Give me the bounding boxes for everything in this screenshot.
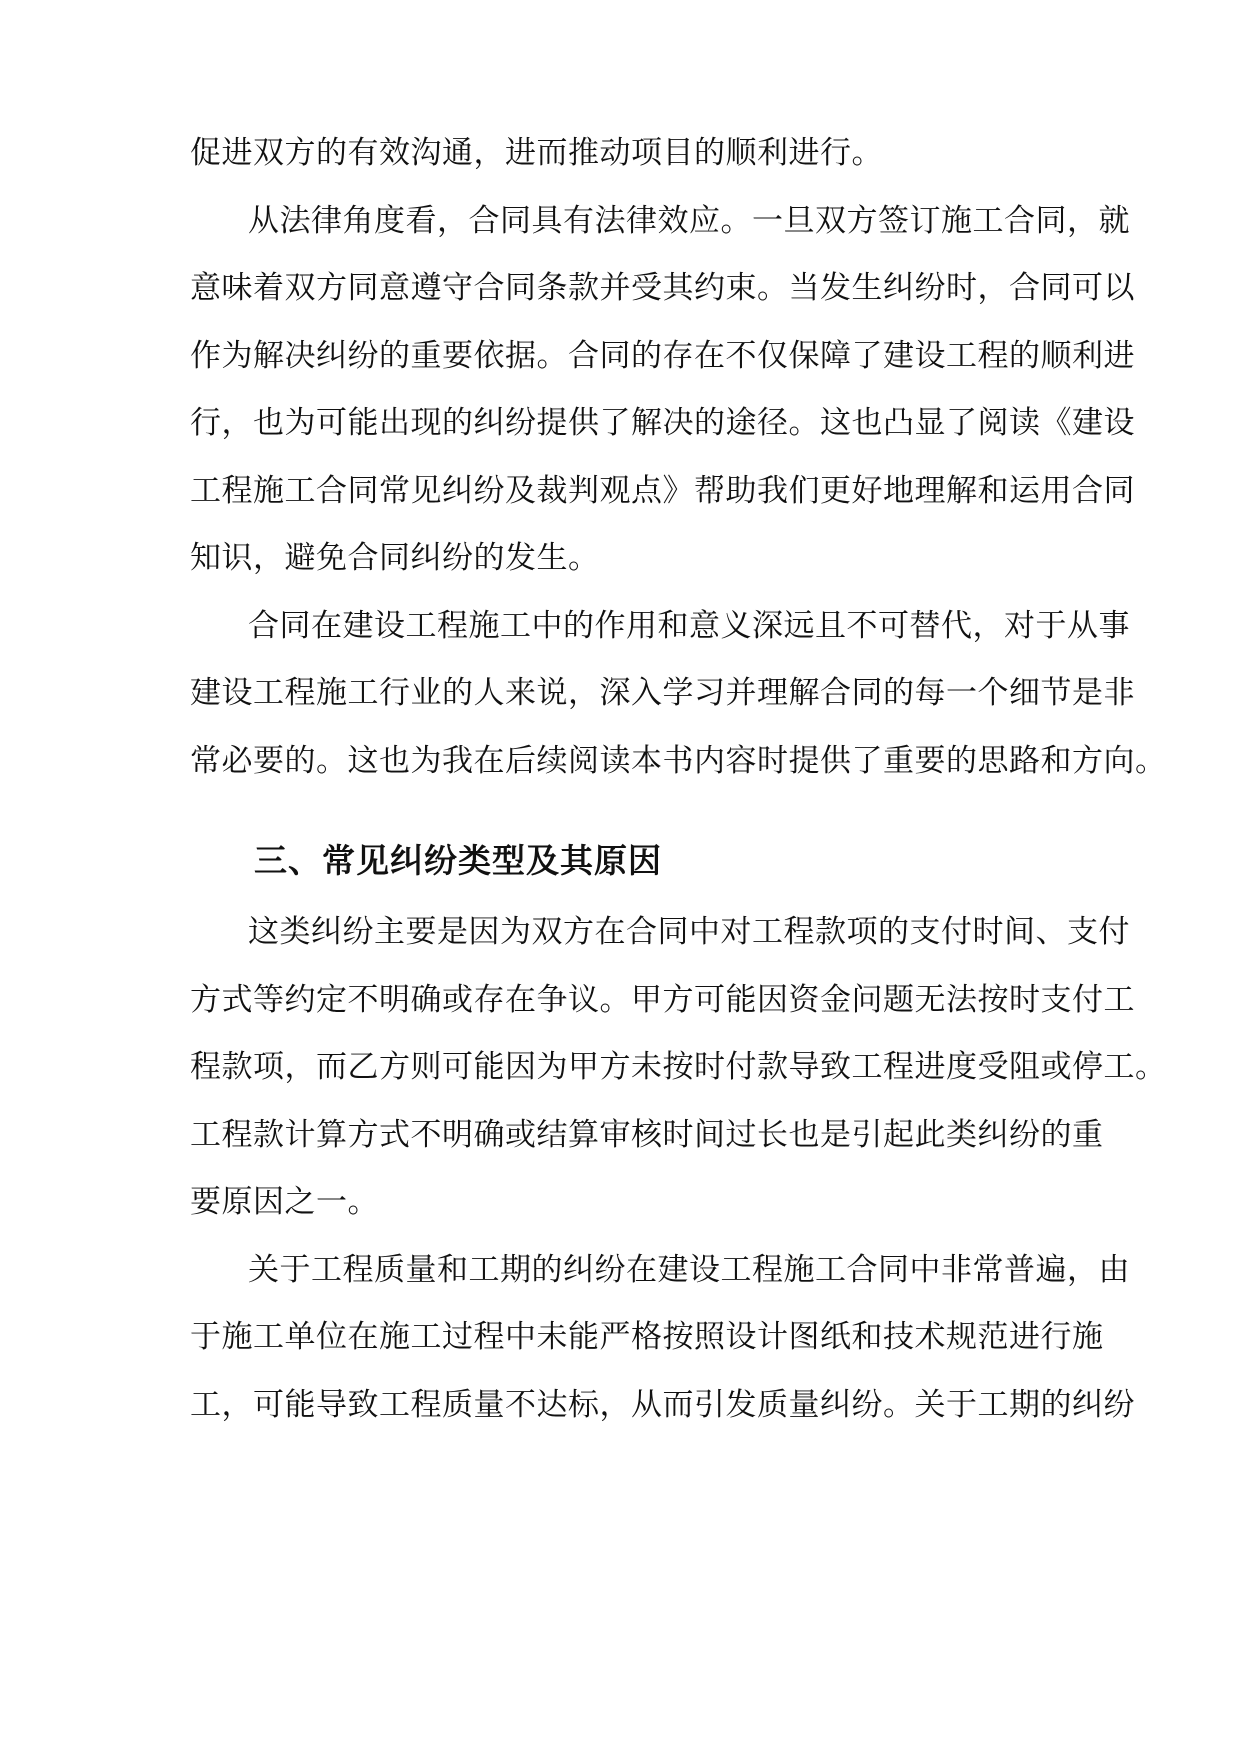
paragraph-2-line-1: 从法律角度看，合同具有法律效应。一旦双方签订施工合同，就 <box>248 203 1130 239</box>
paragraph-2-line-4: 行，也为可能出现的纠纷提供了解决的途径。这也凸显了阅读《建设 <box>190 405 1135 441</box>
paragraph-3-line-1: 合同在建设工程施工中的作用和意义深远且不可替代，对于从事 <box>248 608 1130 644</box>
paragraph-5-line-3: 工，可能导致工程质量不达标，从而引发质量纠纷。关于工期的纠纷 <box>190 1387 1135 1423</box>
paragraph-2-line-6: 知识，避免合同纠纷的发生。 <box>190 540 600 576</box>
paragraph-4-line-4: 工程款计算方式不明确或结算审核时间过长也是引起此类纠纷的重 <box>190 1117 1104 1153</box>
paragraph-2-line-5: 工程施工合同常见纠纷及裁判观点》帮助我们更好地理解和运用合同 <box>190 473 1135 509</box>
paragraph-4-line-3: 程款项，而乙方则可能因为甲方未按时付款导致工程进度受阻或停工。 <box>190 1049 1167 1085</box>
paragraph-1-line-1: 促进双方的有效沟通，进而推动项目的顺利进行。 <box>190 135 883 171</box>
paragraph-3-line-2: 建设工程施工行业的人来说，深入学习并理解合同的每一个细节是非 <box>190 675 1135 711</box>
paragraph-4-line-5: 要原因之一。 <box>190 1184 379 1220</box>
paragraph-5-line-1: 关于工程质量和工期的纠纷在建设工程施工合同中非常普遍，由 <box>248 1252 1130 1288</box>
paragraph-4-line-2: 方式等约定不明确或存在争议。甲方可能因资金问题无法按时支付工 <box>190 982 1135 1018</box>
paragraph-4-line-1: 这类纠纷主要是因为双方在合同中对工程款项的支付时间、支付 <box>248 914 1130 950</box>
paragraph-2-line-2: 意味着双方同意遵守合同条款并受其约束。当发生纠纷时，合同可以 <box>190 270 1135 306</box>
paragraph-2-line-3: 作为解决纠纷的重要依据。合同的存在不仅保障了建设工程的顺利进 <box>190 338 1135 374</box>
paragraph-3-line-3: 常必要的。这也为我在后续阅读本书内容时提供了重要的思路和方向。 <box>190 743 1167 779</box>
paragraph-5-line-2: 于施工单位在施工过程中未能严格按照设计图纸和技术规范进行施 <box>190 1319 1104 1355</box>
section-heading: 三、常见纠纷类型及其原因 <box>254 841 662 880</box>
